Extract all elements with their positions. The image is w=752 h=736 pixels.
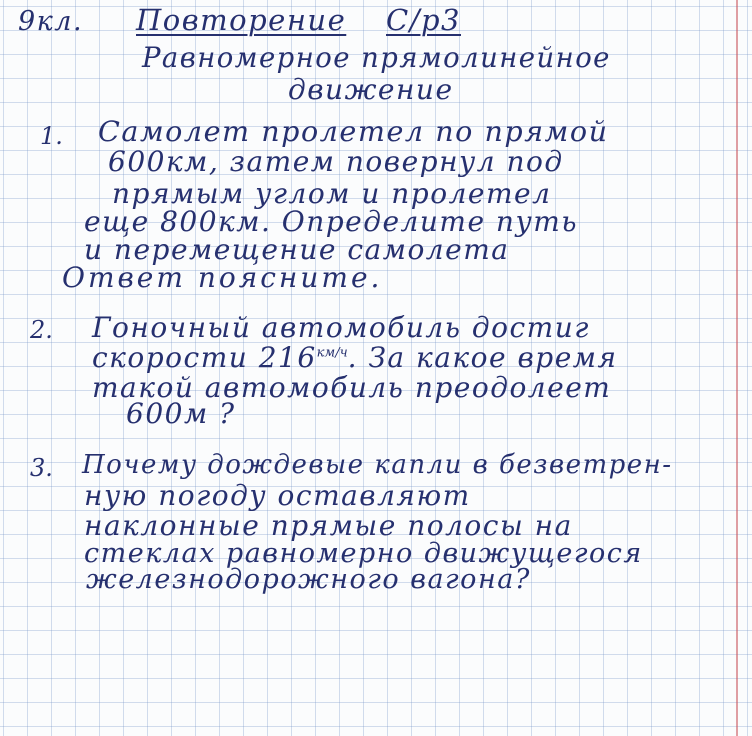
task-line: еще 800км. Определите путь xyxy=(84,205,578,238)
task-number: 3. xyxy=(30,454,53,482)
speed-unit: км/ч xyxy=(316,345,348,361)
task-line: 600м ? xyxy=(126,397,236,430)
task-text: . За какое время xyxy=(347,341,618,374)
task-line: Гоночный автомобиль достиг xyxy=(92,311,590,344)
task-text: скорости 216 xyxy=(92,341,317,374)
task-line-speed xyxy=(92,341,618,374)
task-line: 600км, затем повернул под xyxy=(108,145,564,178)
topic-label: Повторение xyxy=(136,3,347,37)
task-number: 1. xyxy=(40,122,63,150)
title-line-2: движение xyxy=(288,73,454,106)
task-line: ную погоду оставляют xyxy=(84,479,471,512)
task-line: Самолет пролетел по прямой xyxy=(98,115,609,148)
task-line: железнодорожного вагона? xyxy=(86,564,531,595)
task-line: Почему дождевые капли в безветрен- xyxy=(82,450,673,480)
task-number: 2. xyxy=(30,316,53,344)
work-code: С/р3 xyxy=(386,3,461,37)
grade-label: 9кл. xyxy=(18,6,84,37)
task-line: прямым углом и пролетел xyxy=(112,177,552,210)
task-line: Ответ поясните. xyxy=(62,261,383,294)
title-line-1: Равномерное прямолинейное xyxy=(142,41,611,74)
task-line: наклонные прямые полосы на xyxy=(84,509,573,542)
task-line: такой автомобиль преодолеет xyxy=(92,371,612,404)
margin-line xyxy=(736,0,738,736)
task-line: стеклах равномерно движущегося xyxy=(84,538,643,569)
task-line: и перемещение самолета xyxy=(84,233,510,266)
